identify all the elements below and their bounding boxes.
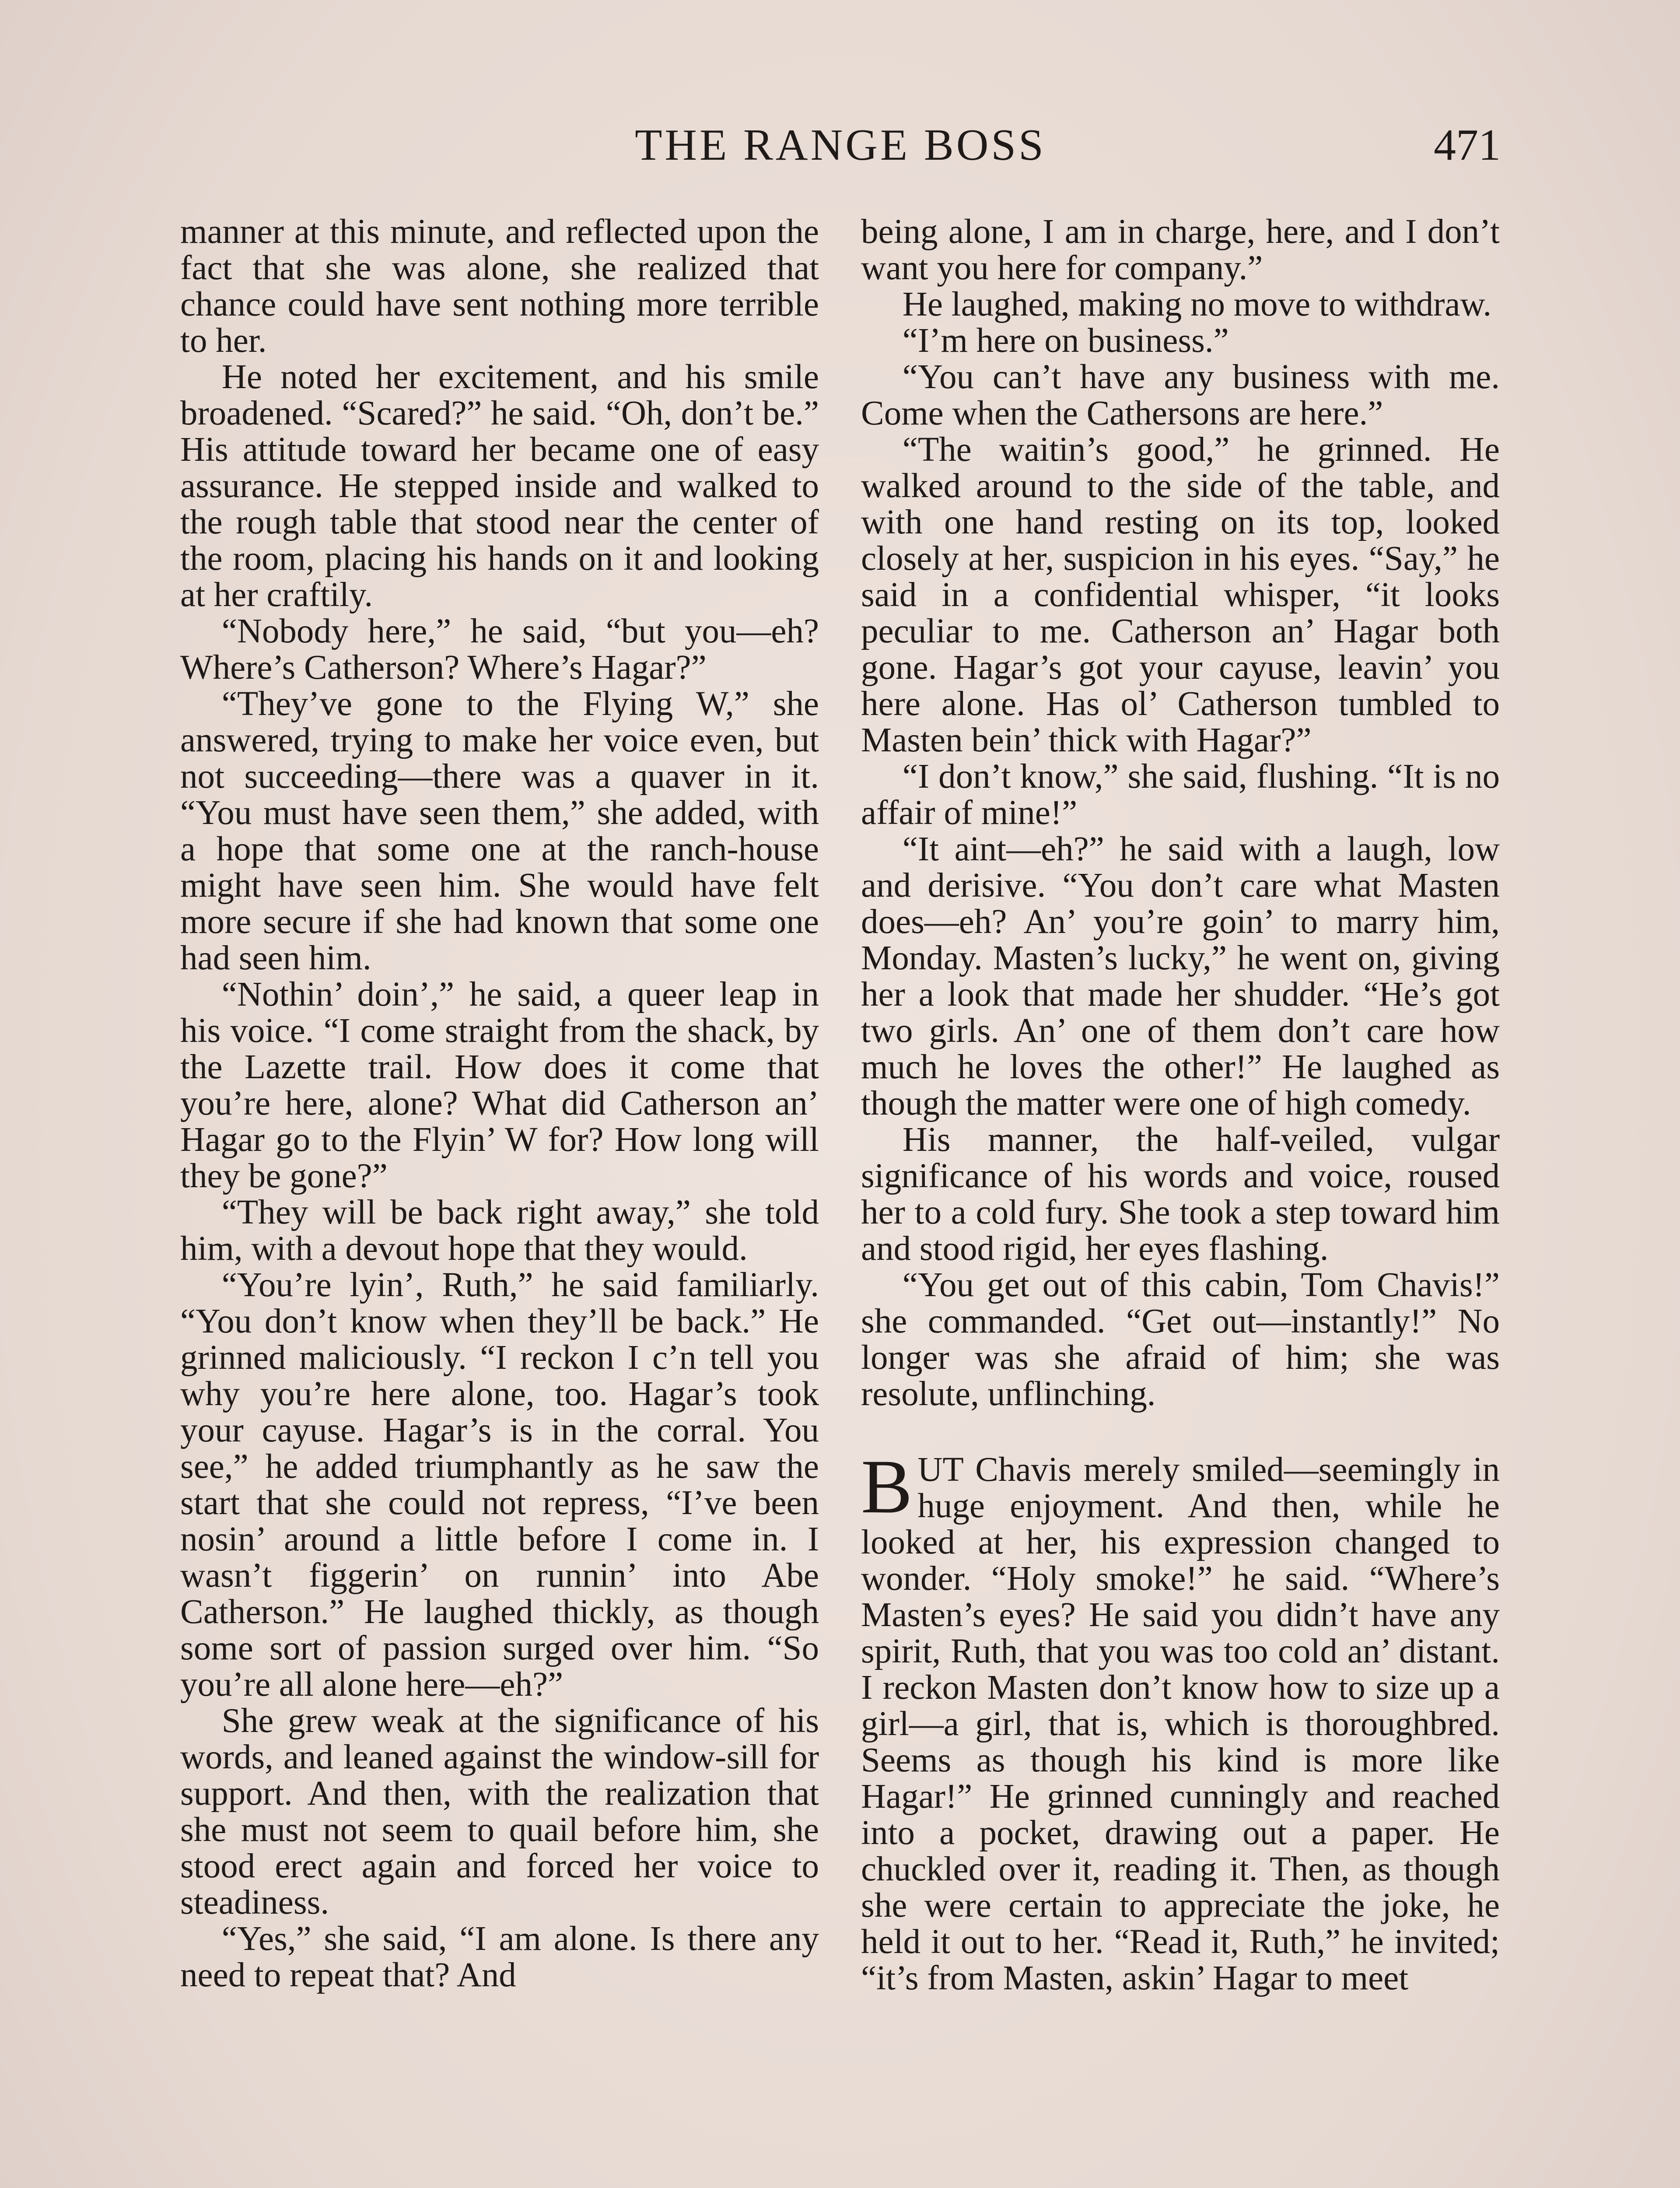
paragraph: “They will be back right away,” she told him, with a devout hope that they would. (180, 1193, 819, 1268)
paragraph: “Nobody here,” he said, “but you—eh? Where’s Catherson? Where’s Hagar?” (180, 612, 819, 687)
running-title: THE RANGE BOSS (635, 120, 1046, 170)
paragraph: “I don’t know,” she said, flushing. “It is no affair of mine!” (861, 757, 1500, 832)
paragraph: His manner, the half-veiled, vulgar significance of his words and voice, roused her to a cold fury. She took a step toward him and stood rigid, her eyes flashing. (861, 1121, 1500, 1268)
paragraph: He laughed, making no move to withdraw. (902, 285, 1492, 323)
paragraph: “They’ve gone to the Flying W,” she answered, trying to make her voice even, but not succeeding—there was a quaver in it. “You must have seen them,” she added, with a hope that some one at the ranch-house might have seen him. She would have felt more secure if she had known that some one had seen him. (180, 685, 819, 977)
paragraph: “You get out of this cabin, Tom Chavis!” she commanded. “Get out—instantly!” No longer was she afraid of him; she was resolute, unflinching. (861, 1266, 1500, 1413)
running-header (180, 115, 1501, 176)
paragraph: She grew weak at the significance of his words, and leaned against the window-sill for support. And then, with the realization that she must not seem to quail before him, she stood erect again and forced her voice to steadiness. (180, 1702, 819, 1922)
paragraph: “Nothin’ doin’,” he said, a queer leap in his voice. “I come straight from the shack, by the Lazette trail. How does it come that you’re here, alone? What did Catherson an’ Hagar go to the Flyin’ W for? How long will they be gone?” (180, 975, 819, 1195)
right-column (861, 214, 1500, 1996)
section-opening-text: UT Chavis merely smiled—seemingly in huge enjoyment. And then, while he looked at her, his expression changed to wonder. “Holy smoke!” he said. “Where’s Masten’s eyes? He said you didn’t have any spirit, Ruth, that you was too cold an’ distant. I reckon Masten don’t know how to size up a girl—a girl, that is, which is thoroughbred. Seems as though his kind is more like Hagar!” He grinned cunningly and reached into a pocket, drawing out a paper. He chuckled over it, reading it. Then, as though she were certain to appreciate the joke, he held it out to her. “Read it, Ruth,” he invited; “it’s from Masten, askin’ Hagar to meet (861, 1451, 1500, 1997)
paragraph: “I’m here on business.” (902, 322, 1229, 360)
section-opening-paragraph (861, 1444, 1500, 1997)
section-break (861, 1412, 1500, 1452)
page-number: 471 (1434, 120, 1501, 170)
paragraph: “The waitin’s good,” he grinned. He walked around to the side of the table, and with one hand resting on its top, looked closely at her, suspicion in his eyes. “Say,” he said in a confidential whisper, “it looks peculiar to me. Catherson an’ Hagar both gone. Hagar’s got your cayuse, leavin’ you here alone. Has ol’ Catherson tumbled to Masten bein’ thick with Hagar?” (861, 431, 1500, 759)
paragraph: manner at this minute, and reflected upon the fact that she was alone, she realized that chance could have sent nothing more terrible to her. (180, 213, 819, 360)
paragraph: being alone, I am in charge, here, and I don’t want you here for company.” (861, 213, 1500, 287)
paragraph: “It aint—eh?” he said with a laugh, low and derisive. “You don’t care what Masten does—eh? An’ you’re goin’ to marry him, Monday. Masten’s lucky,” he went on, giving her a look that made her shudder. “He’s got two girls. An’ one of them don’t care how much he loves the other!” He laughed as though the matter were one of high comedy. (861, 830, 1500, 1122)
paragraph: “Yes,” she said, “I am alone. Is there any need to repeat that? And (180, 1920, 819, 1994)
drop-cap: B (861, 1444, 913, 1529)
paragraph: “You’re lyin’, Ruth,” he said familiarly. “You don’t know when they’ll be back.” He grinned maliciously. “I reckon I c’n tell you why you’re here alone, too. Hagar’s took your cayuse. Hagar’s is in the corral. You see,” he added triumphantly as he saw the start that she could not repress, “I’ve been nosin’ around a little before I come in. I wasn’t figgerin’ on runnin’ into Abe Catherson.” He laughed thickly, as though some sort of passion surged over him. “So you’re all alone here—eh?” (180, 1266, 819, 1704)
paragraph: “You can’t have any business with me. Come when the Cathersons are here.” (861, 358, 1500, 432)
left-column (180, 214, 819, 1993)
paragraph: He noted her excitement, and his smile broadened. “Scared?” he said. “Oh, don’t be.” His attitude toward her became one of easy assurance. He stepped inside and walked to the rough table that stood near the center of the room, placing his hands on it and looking at her craftily. (180, 358, 819, 614)
